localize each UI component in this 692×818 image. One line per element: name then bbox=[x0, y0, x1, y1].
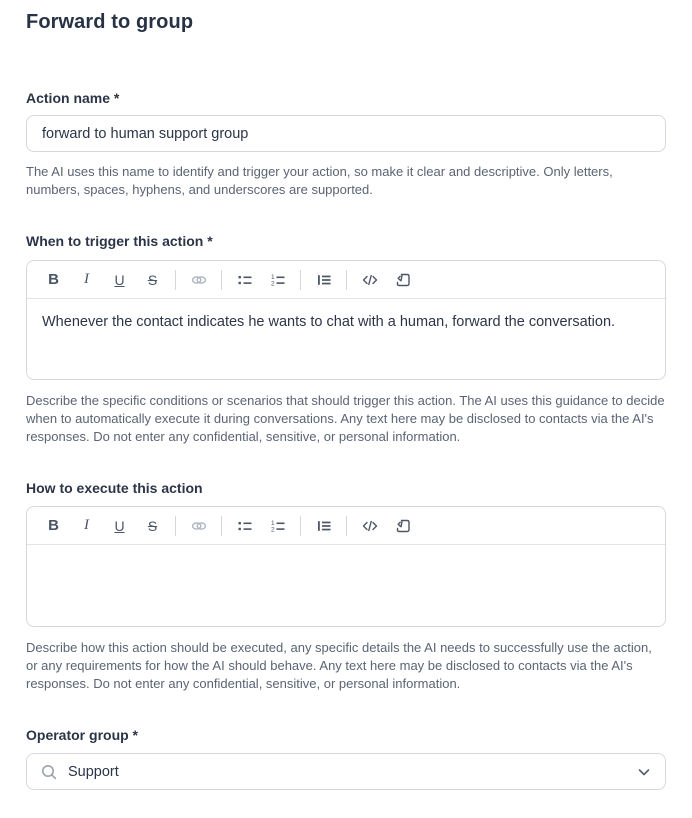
code-block-icon[interactable] bbox=[389, 266, 417, 294]
strikethrough-icon[interactable]: S bbox=[139, 266, 167, 294]
code-icon[interactable] bbox=[356, 266, 384, 294]
toolbar-separator bbox=[175, 270, 176, 290]
how-to-execute-helper: Describe how this action should be executed, any specific details the AI needs to successfully use the action, or any requirements for how the AI should behave. Any text here may be disclosed to contacts via the AI's responses. Do not enter any confidential, sensitive, or personal information. bbox=[26, 640, 652, 691]
link-icon[interactable] bbox=[185, 266, 213, 294]
svg-text:1: 1 bbox=[270, 519, 275, 527]
chevron-down-icon bbox=[636, 764, 652, 780]
italic-icon[interactable]: I bbox=[73, 512, 101, 540]
page-title: Forward to group bbox=[26, 11, 194, 33]
toolbar-separator bbox=[300, 270, 301, 290]
numbered-list-icon[interactable] bbox=[264, 512, 292, 540]
bold-icon[interactable]: B bbox=[40, 512, 68, 540]
when-to-trigger-textarea[interactable]: Whenever the contact indicates he wants to chat with a human, forward the conversation. bbox=[42, 314, 616, 330]
how-to-execute-textarea[interactable] bbox=[27, 545, 665, 626]
bullet-list-icon[interactable] bbox=[231, 266, 259, 294]
action-name-label: Action name * bbox=[26, 90, 120, 106]
toolbar-separator bbox=[175, 516, 176, 536]
blockquote-icon[interactable] bbox=[310, 266, 338, 294]
italic-icon[interactable]: I bbox=[73, 266, 101, 294]
svg-text:2: 2 bbox=[270, 280, 275, 288]
when-to-trigger-editor bbox=[26, 260, 666, 380]
how-to-execute-editor bbox=[26, 506, 666, 627]
action-name-input[interactable] bbox=[26, 115, 666, 152]
when-to-trigger-label: When to trigger this action * bbox=[26, 233, 213, 249]
operator-group-select[interactable] bbox=[26, 753, 666, 790]
bullet-list-icon[interactable] bbox=[231, 512, 259, 540]
link-icon[interactable] bbox=[185, 512, 213, 540]
code-block-icon[interactable] bbox=[389, 512, 417, 540]
toolbar-separator bbox=[221, 270, 222, 290]
svg-text:1: 1 bbox=[270, 273, 275, 281]
bold-icon[interactable]: B bbox=[40, 266, 68, 294]
action-name-helper: The AI uses this name to identify and trigger your action, so make it clear and descriptive. Only letters, numbers, spaces, hyphens, and underscores are supported. bbox=[26, 164, 613, 197]
toolbar-separator bbox=[221, 516, 222, 536]
underline-icon[interactable]: U bbox=[106, 266, 134, 294]
search-icon bbox=[39, 762, 59, 782]
operator-group-value: Support bbox=[68, 763, 119, 780]
toolbar-separator bbox=[346, 516, 347, 536]
toolbar-separator bbox=[346, 270, 347, 290]
code-icon[interactable] bbox=[356, 512, 384, 540]
toolbar-separator bbox=[300, 516, 301, 536]
blockquote-icon[interactable] bbox=[310, 512, 338, 540]
underline-icon[interactable]: U bbox=[106, 512, 134, 540]
how-to-execute-label: How to execute this action bbox=[26, 480, 203, 496]
operator-group-label: Operator group * bbox=[26, 727, 139, 743]
when-to-trigger-helper: Describe the specific conditions or scenarios that should trigger this action. The AI uses this guidance to decide when to automatically execute it during conversations. Any text here may be disclosed to contacts via the AI's responses. Do not enter any confidential, sensitive, or personal information. bbox=[26, 393, 665, 444]
svg-text:2: 2 bbox=[270, 526, 275, 534]
strikethrough-icon[interactable]: S bbox=[139, 512, 167, 540]
numbered-list-icon[interactable] bbox=[264, 266, 292, 294]
how-to-execute-toolbar bbox=[27, 507, 665, 545]
when-to-trigger-toolbar bbox=[27, 261, 665, 299]
